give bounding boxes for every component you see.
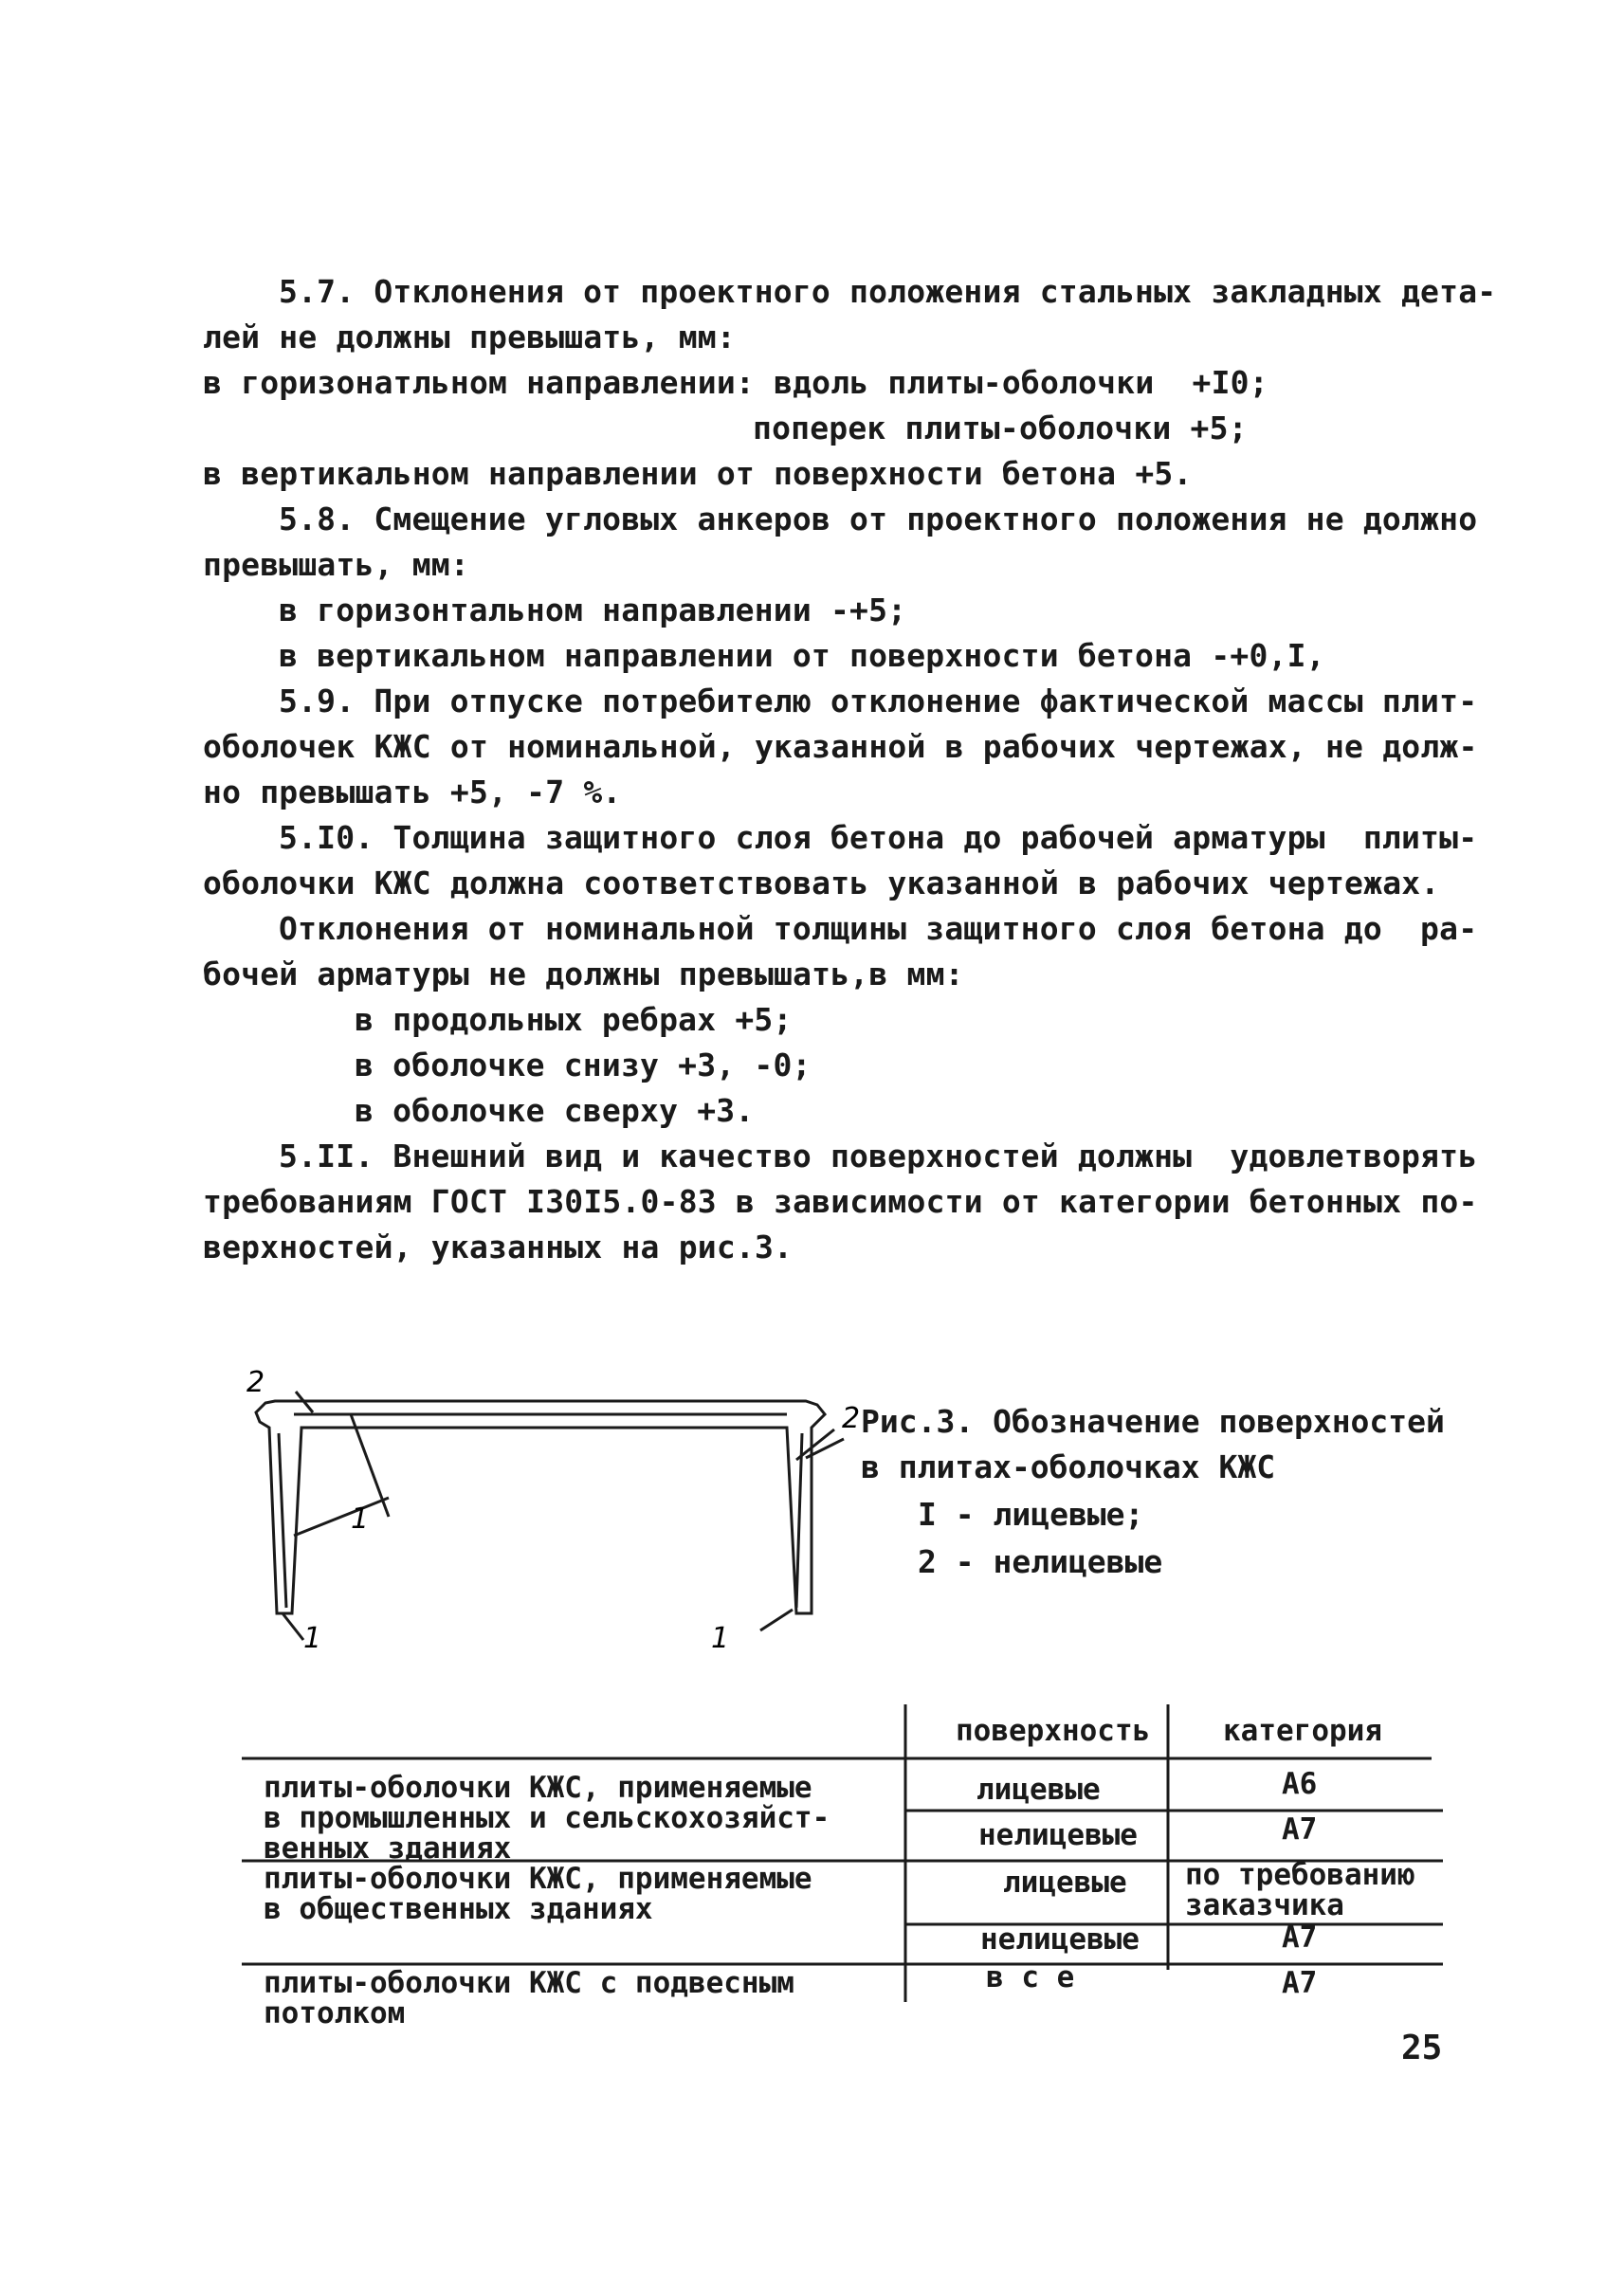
- p58-line3: в горизонтальном направлении -+5;: [279, 592, 907, 628]
- label-1-inner: 1: [351, 1502, 370, 1536]
- figure-legend-2: 2 - нелицевые: [918, 1543, 1163, 1580]
- p59-line3: но превышать +5, -7 %.: [203, 774, 622, 810]
- figure-caption-line1: Рис.3. Обозначение поверхностей: [861, 1403, 1445, 1440]
- p59-line2: оболочек КЖС от номинальной, указанной в рабочих чертежах, не долж-: [203, 728, 1478, 765]
- p511-line2: требованиям ГОСТ I30I5.0-83 в зависимости от категории бетонных по-: [203, 1183, 1478, 1220]
- table-header-surface: поверхность: [956, 1714, 1151, 1748]
- p510-line5: в продольных ребрах +5;: [355, 1001, 793, 1038]
- table-row-1-category-1: А6: [1282, 1767, 1318, 1801]
- table-row-1-category-2: А7: [1282, 1812, 1318, 1847]
- left-rib-inner: [279, 1433, 286, 1608]
- table-row-1-desc: плиты-оболочки КЖС, применяемые в промышленных и сельскохозяйст- венных зданиях: [264, 1771, 830, 1866]
- p57-line3: в горизонатльном направлении: вдоль плиты-оболочки +I0;: [203, 364, 1268, 401]
- figure-legend-1: I - лицевые;: [918, 1496, 1144, 1533]
- label-2-right: 2: [842, 1402, 861, 1435]
- table-row-1-surface-1: лицевые: [976, 1773, 1101, 1807]
- p510-line7: в оболочке сверху +3.: [355, 1092, 755, 1129]
- table-row-2-category-1: по требованию заказчика: [1185, 1858, 1415, 1922]
- p58-line1: 5.8. Смещение угловых анкеров от проектного положения не должно: [279, 501, 1478, 537]
- table-header-category: категория: [1223, 1714, 1382, 1748]
- leader-bottom-left: [283, 1613, 303, 1640]
- p59-line1: 5.9. При отпуске потребителю отклонение фактической массы плит-: [279, 683, 1478, 719]
- p510-line1: 5.I0. Толщина защитного слоя бетона до рабочей арматуры плиты-: [279, 819, 1478, 856]
- label-1-bottom-left: 1: [303, 1622, 322, 1649]
- p57-line4: поперек плиты-оболочки +5;: [753, 410, 1248, 446]
- p510-line4: бочей арматуры не должны превышать,в мм:: [203, 956, 964, 992]
- table-row-3-desc: плиты-оболочки КЖС с подвесным потолком: [264, 1966, 794, 2030]
- p510-line3: Отклонения от номинальной толщины защитного слоя бетона до ра-: [279, 910, 1478, 947]
- outer-outline: [256, 1401, 825, 1613]
- p511-line3: верхностей, указанных на рис.3.: [203, 1229, 794, 1265]
- p57-line1: 5.7. Отклонения от проектного положения стальных закладных дета-: [279, 273, 1497, 310]
- page-number: 25: [1401, 2029, 1443, 2067]
- p57-line2: лей не должны превышать, мм:: [203, 319, 736, 355]
- table-row-2-surface-1: лицевые: [1003, 1866, 1127, 1900]
- p511-line1: 5.II. Внешний вид и качество поверхностей должны удовлетворять: [279, 1138, 1478, 1174]
- p510-line2: оболочки КЖС должна соответствовать указанной в рабочих чертежах.: [203, 865, 1440, 901]
- table-row-3-category: А7: [1282, 1966, 1318, 2000]
- table-row-2-desc: плиты-оболочки КЖС, применяемые в общественных зданиях: [264, 1862, 812, 1926]
- table-row-3-surface: в с е: [986, 1960, 1075, 1994]
- p58-line4: в вертикальном направлении от поверхности бетона -+0,I,: [279, 637, 1325, 674]
- shell-plate-diagram: [237, 1346, 863, 1649]
- table-row-2-category-2: А7: [1282, 1921, 1318, 1955]
- figure-caption-line2: в плитах-оболочках КЖС: [861, 1448, 1276, 1485]
- p57-line5: в вертикальном направлении от поверхности бетона +5.: [203, 455, 1193, 492]
- table-row-2-surface-2: нелицевые: [980, 1922, 1140, 1957]
- p510-line6: в оболочке снизу +3, -0;: [355, 1047, 812, 1083]
- leader-bottom-right: [760, 1610, 793, 1630]
- p58-line2: превышать, мм:: [203, 546, 469, 583]
- table-row-1-surface-2: нелицевые: [978, 1818, 1138, 1852]
- label-2-top-left: 2: [246, 1366, 265, 1399]
- leader-inner-left: [294, 1498, 389, 1536]
- label-1-bottom-right: 1: [711, 1622, 730, 1649]
